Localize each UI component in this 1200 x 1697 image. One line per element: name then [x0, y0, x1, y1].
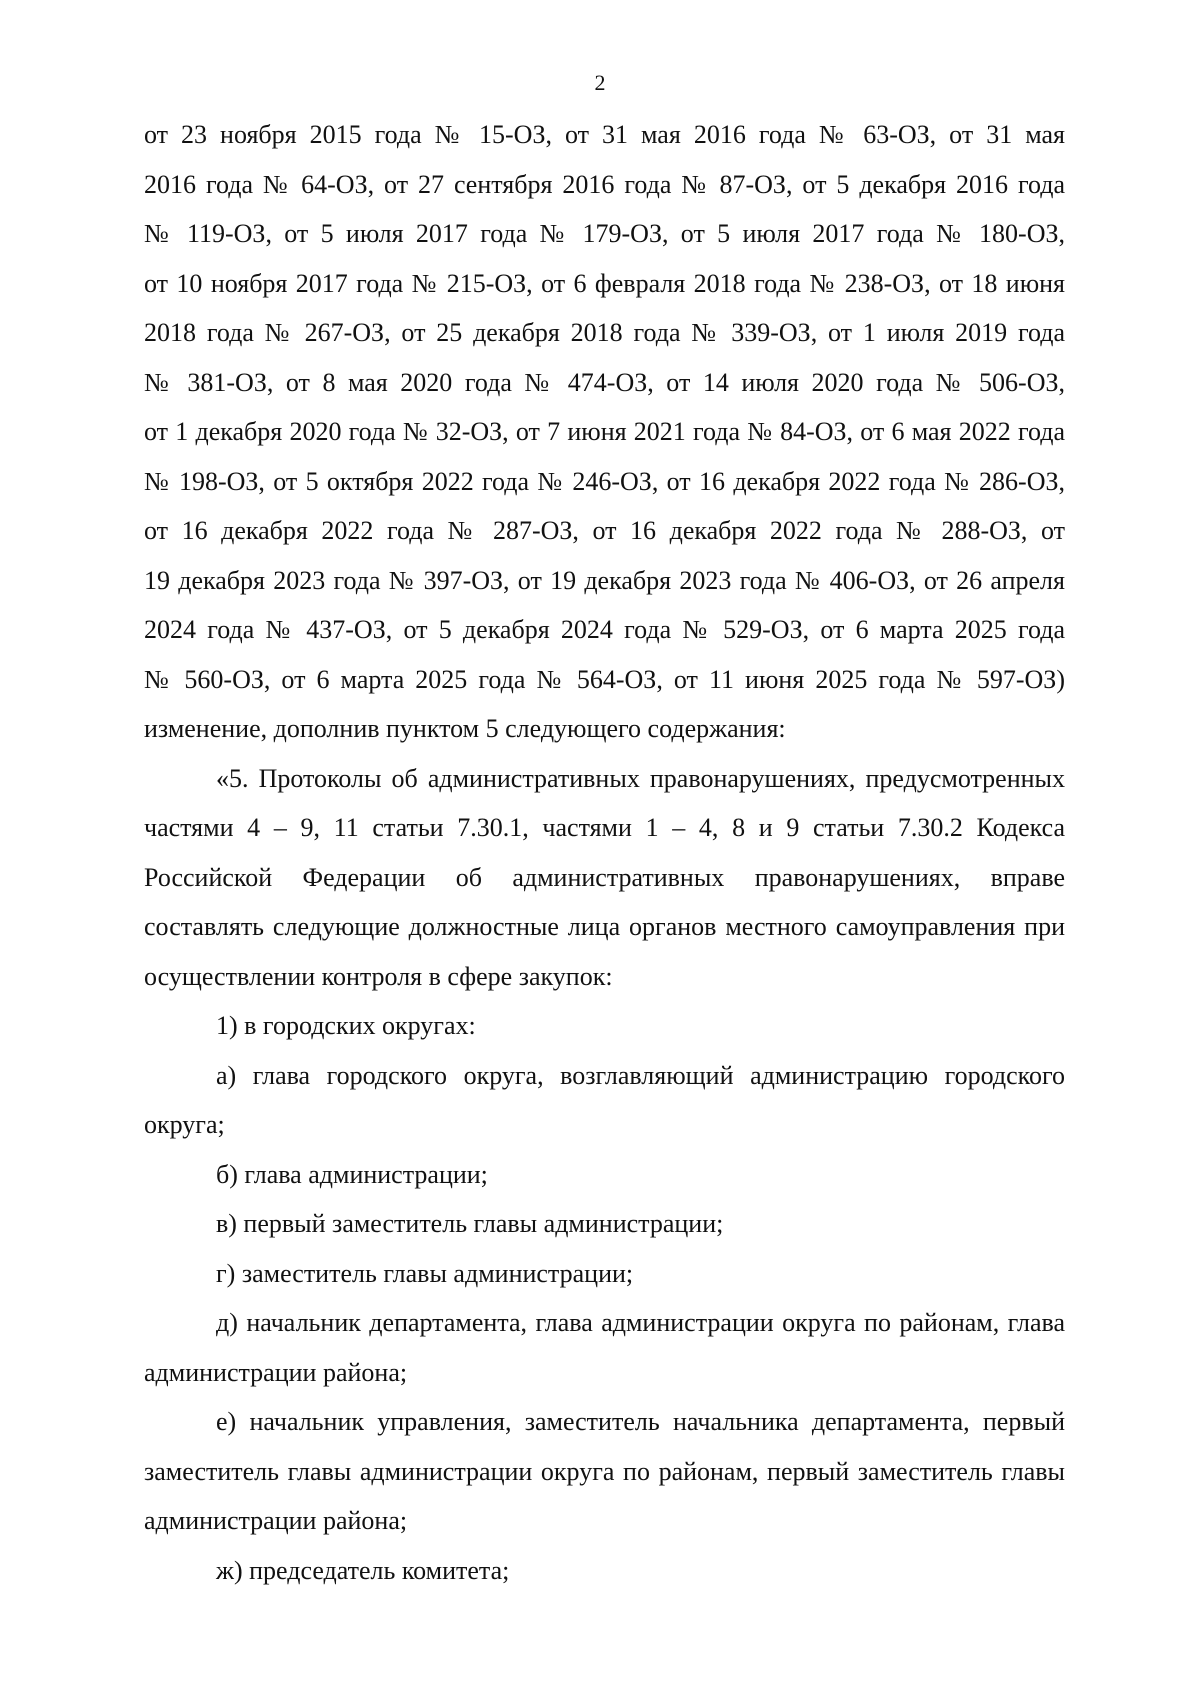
text-line: 1) в городских округах:: [216, 1011, 476, 1040]
text-line: от 23 ноября 2015 года № 15-ОЗ, от 31 мая 2016 года № 63-ОЗ, от 31 мая: [144, 120, 1065, 149]
page-number: 2: [594, 70, 606, 95]
text-line: № 560-ОЗ, от 6 марта 2025 года № 564-ОЗ, от 11 июня 2025 года № 597-ОЗ): [144, 664, 1065, 694]
text-line: «5. Протоколы об административных правонарушениях, предусмотренных: [216, 763, 1065, 793]
text-line: е) начальник управления, заместитель начальника департамента, первый: [216, 1407, 1065, 1436]
text-line: а) глава городского округа, возглавляющий администрацию городского: [216, 1060, 1065, 1090]
text-line: администрации района;: [144, 1357, 408, 1387]
text-line: осуществлении контроля в сфере закупок:: [144, 961, 613, 991]
text-line: 2018 года № 267-ОЗ, от 25 декабря 2018 года № 339-ОЗ, от 1 июля 2019 года: [144, 318, 1065, 347]
text-line: ж) председатель комитета;: [216, 1555, 510, 1585]
text-line: от 10 ноября 2017 года № 215-ОЗ, от 6 февраля 2018 года № 238-ОЗ, от 18 июня: [144, 268, 1065, 298]
text-line: составлять следующие должностные лица органов местного самоуправления при: [144, 912, 1065, 941]
text-line: г) заместитель главы администрации;: [216, 1258, 634, 1288]
text-line: № 381-ОЗ, от 8 мая 2020 года № 474-ОЗ, от 14 июля 2020 года № 506-ОЗ,: [144, 367, 1065, 397]
text-line: частями 4 – 9, 11 статьи 7.30.1, частями 1 – 4, 8 и 9 статьи 7.30.2 Кодекса: [144, 813, 1065, 842]
text-line: 2016 года № 64-ОЗ, от 27 сентября 2016 года № 87-ОЗ, от 5 декабря 2016 года: [144, 169, 1065, 199]
text-line: 19 декабря 2023 года № 397-ОЗ, от 19 декабря 2023 года № 406-ОЗ, от 26 апреля: [144, 565, 1065, 595]
text-line: в) первый заместитель главы администрации;: [216, 1209, 724, 1238]
text-line: д) начальник департамента, глава администрации округа по районам, глава: [216, 1308, 1065, 1337]
text-line: от 1 декабря 2020 года № 32-ОЗ, от 7 июня 2021 года № 84-ОЗ, от 6 мая 2022 года: [144, 417, 1065, 446]
text-line: заместитель главы администрации округа по районам, первый заместитель главы: [144, 1456, 1065, 1486]
text-line: № 119-ОЗ, от 5 июля 2017 года № 179-ОЗ, от 5 июля 2017 года № 180-ОЗ,: [144, 219, 1065, 248]
text-line: от 16 декабря 2022 года № 287-ОЗ, от 16 декабря 2022 года № 288-ОЗ, от: [144, 516, 1065, 545]
text-line: б) глава администрации;: [216, 1159, 488, 1189]
text-line: округа;: [144, 1110, 225, 1139]
text-line: администрации района;: [144, 1506, 408, 1535]
text-line: Российской Федерации об административных правонарушениях, вправе: [144, 862, 1065, 892]
text-line: 2024 года № 437-ОЗ, от 5 декабря 2024 года № 529-ОЗ, от 6 марта 2025 года: [144, 615, 1065, 644]
text-line: изменение, дополнив пунктом 5 следующего содержания:: [144, 714, 786, 743]
document-body: [144, 110, 1065, 1595]
text-line: № 198-ОЗ, от 5 октября 2022 года № 246-ОЗ, от 16 декабря 2022 года № 286-ОЗ,: [144, 466, 1065, 496]
